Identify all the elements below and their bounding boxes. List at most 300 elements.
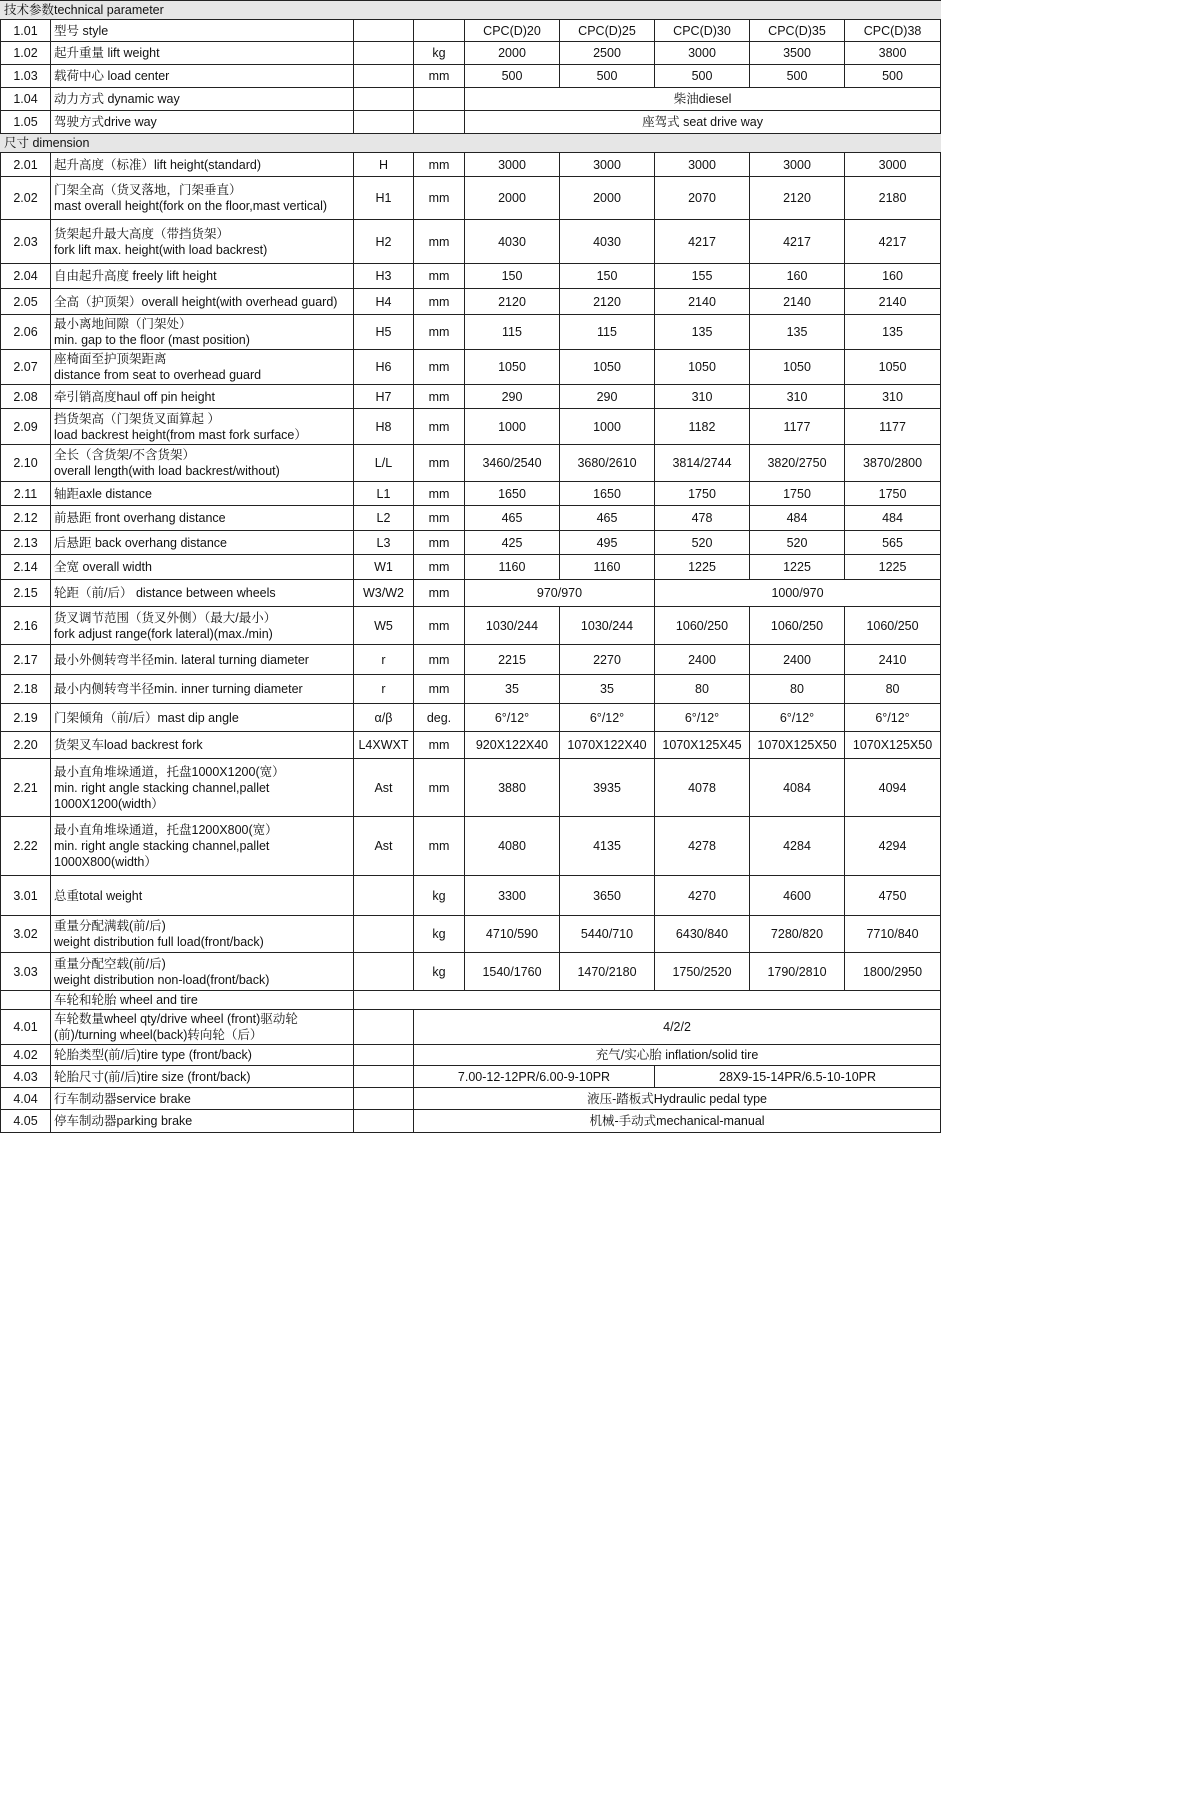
row-value: 6°/12°: [465, 704, 560, 732]
row-value: 290: [465, 385, 560, 409]
row-unit: mm: [414, 177, 465, 220]
row-value: 4270: [655, 876, 750, 916]
row-value: 1750: [655, 482, 750, 506]
row-symbol: H2: [354, 220, 414, 264]
row-number: 2.11: [1, 482, 51, 506]
table-row: [1, 42, 941, 65]
table-row: [1, 1066, 941, 1088]
row-value: 4217: [845, 220, 941, 264]
row-value: 80: [750, 675, 845, 704]
row-merged-value: 4/2/2: [414, 1010, 941, 1045]
row-value: 1000: [560, 409, 655, 445]
row-unit: deg.: [414, 704, 465, 732]
table-row: [1, 607, 941, 645]
row-unit: mm: [414, 482, 465, 506]
row-number: 2.17: [1, 645, 51, 675]
row-value: 1000: [465, 409, 560, 445]
row-symbol: [354, 876, 414, 916]
row-value: 2140: [750, 289, 845, 315]
row-value: 1225: [655, 555, 750, 580]
row-value: 6430/840: [655, 916, 750, 953]
section-header: [1, 134, 941, 153]
row-unit: mm: [414, 675, 465, 704]
row-split-value: 28X9-15-14PR/6.5-10-10PR: [655, 1066, 941, 1088]
table-row: [1, 991, 941, 1010]
row-symbol: [354, 1066, 414, 1088]
row-unit: mm: [414, 506, 465, 531]
row-value: 1070X125X50: [845, 732, 941, 759]
row-symbol: H7: [354, 385, 414, 409]
row-value: 465: [465, 506, 560, 531]
row-unit: [414, 20, 465, 42]
row-unit: mm: [414, 289, 465, 315]
row-unit: kg: [414, 42, 465, 65]
row-number: 2.07: [1, 350, 51, 385]
row-description: 全高（护顶架）overall height(with overhead guard): [51, 289, 354, 315]
row-description: 最小外侧转弯半径min. lateral turning diameter: [51, 645, 354, 675]
row-value: 1030/244: [465, 607, 560, 645]
row-description: 驾驶方式drive way: [51, 111, 354, 134]
row-value: 2000: [465, 42, 560, 65]
row-description: 停车制动器parking brake: [51, 1110, 354, 1133]
row-symbol: H5: [354, 315, 414, 350]
row-description: 起升重量 lift weight: [51, 42, 354, 65]
row-symbol: W5: [354, 607, 414, 645]
row-value: 500: [845, 65, 941, 88]
row-value: 150: [560, 264, 655, 289]
row-value: 3800: [845, 42, 941, 65]
row-value: 500: [465, 65, 560, 88]
table-row: [1, 177, 941, 220]
row-value: 2120: [465, 289, 560, 315]
row-value: 2500: [560, 42, 655, 65]
row-value: 565: [845, 531, 941, 555]
row-unit: mm: [414, 732, 465, 759]
row-merged-value: 座驾式 seat drive way: [465, 111, 941, 134]
row-value: 4078: [655, 759, 750, 817]
row-value: 5440/710: [560, 916, 655, 953]
row-number: 2.01: [1, 153, 51, 177]
row-value: 478: [655, 506, 750, 531]
row-value: 150: [465, 264, 560, 289]
row-symbol: Ast: [354, 759, 414, 817]
row-value: 6°/12°: [750, 704, 845, 732]
row-value: 310: [655, 385, 750, 409]
table-row: [1, 732, 941, 759]
row-description: 起升高度（标准）lift height(standard): [51, 153, 354, 177]
row-unit: mm: [414, 645, 465, 675]
table-row: [1, 65, 941, 88]
section-title: 尺寸 dimension: [1, 134, 941, 153]
row-value: 290: [560, 385, 655, 409]
table-row: [1, 1088, 941, 1110]
row-value: 3500: [750, 42, 845, 65]
row-symbol: L/L: [354, 445, 414, 482]
row-unit: kg: [414, 916, 465, 953]
row-number: 2.08: [1, 385, 51, 409]
row-description: 全宽 overall width: [51, 555, 354, 580]
row-number: 2.13: [1, 531, 51, 555]
row-value: 7710/840: [845, 916, 941, 953]
row-value: 35: [465, 675, 560, 704]
table-row: [1, 817, 941, 876]
table-row: [1, 675, 941, 704]
row-number: 4.01: [1, 1010, 51, 1045]
row-symbol: L2: [354, 506, 414, 531]
row-description: 轴距axle distance: [51, 482, 354, 506]
row-description: 最小内侧转弯半径min. inner turning diameter: [51, 675, 354, 704]
row-unit: mm: [414, 350, 465, 385]
row-symbol: Ast: [354, 817, 414, 876]
spec-table: [0, 0, 941, 1133]
row-number: 2.06: [1, 315, 51, 350]
row-value: CPC(D)20: [465, 20, 560, 42]
row-value: 4084: [750, 759, 845, 817]
row-unit: mm: [414, 315, 465, 350]
row-symbol: H8: [354, 409, 414, 445]
row-unit: mm: [414, 220, 465, 264]
row-number: 3.02: [1, 916, 51, 953]
row-number: 4.05: [1, 1110, 51, 1133]
table-row: [1, 1045, 941, 1066]
row-value: 1060/250: [845, 607, 941, 645]
row-value: 4094: [845, 759, 941, 817]
row-value: 1800/2950: [845, 953, 941, 991]
row-empty: [354, 991, 941, 1010]
row-value: 4600: [750, 876, 845, 916]
row-value: 1160: [560, 555, 655, 580]
row-number: 2.18: [1, 675, 51, 704]
row-value: 4278: [655, 817, 750, 876]
row-value: 4135: [560, 817, 655, 876]
row-symbol: [354, 1045, 414, 1066]
table-row: [1, 385, 941, 409]
row-symbol: L4XWXT: [354, 732, 414, 759]
row-value: 1050: [560, 350, 655, 385]
row-description: 重量分配满载(前/后) weight distribution full load(front/back): [51, 916, 354, 953]
row-value: 6°/12°: [655, 704, 750, 732]
table-row: [1, 531, 941, 555]
row-unit: [414, 111, 465, 134]
row-value: 80: [845, 675, 941, 704]
row-value: 4217: [750, 220, 845, 264]
row-value: 2270: [560, 645, 655, 675]
row-value: 1070X125X45: [655, 732, 750, 759]
table-row: [1, 704, 941, 732]
row-description: 最小直角堆垛通道，托盘1200X800(宽） min. right angle stacking channel,pallet 1000X800(width）: [51, 817, 354, 876]
row-value: 520: [750, 531, 845, 555]
row-unit: mm: [414, 385, 465, 409]
row-value: 2120: [750, 177, 845, 220]
row-value: 1750/2520: [655, 953, 750, 991]
row-split-value: 970/970: [465, 580, 655, 607]
row-value: 1182: [655, 409, 750, 445]
row-number: 2.19: [1, 704, 51, 732]
row-value: 1060/250: [655, 607, 750, 645]
row-description: 最小离地间隙（门架处） min. gap to the floor (mast position): [51, 315, 354, 350]
row-value: 465: [560, 506, 655, 531]
row-description: 动力方式 dynamic way: [51, 88, 354, 111]
row-description: 全长（含货架/不含货架） overall length(with load backrest/without): [51, 445, 354, 482]
row-number: 2.02: [1, 177, 51, 220]
row-value: 500: [750, 65, 845, 88]
row-number: 2.05: [1, 289, 51, 315]
row-number: 2.21: [1, 759, 51, 817]
table-row: [1, 645, 941, 675]
table-row: [1, 555, 941, 580]
row-value: 2400: [655, 645, 750, 675]
row-value: CPC(D)38: [845, 20, 941, 42]
row-value: 1070X125X50: [750, 732, 845, 759]
row-description: 轮距（前/后） distance between wheels: [51, 580, 354, 607]
row-unit: mm: [414, 531, 465, 555]
row-description: 车轮数量wheel qty/drive wheel (front)驱动轮 (前)/turning wheel(back)转向轮（后）: [51, 1010, 354, 1045]
row-description: 货架起升最大高度（带挡货架） fork lift max. height(with load backrest): [51, 220, 354, 264]
row-value: 2120: [560, 289, 655, 315]
row-description: 车轮和轮胎 wheel and tire: [51, 991, 354, 1010]
row-value: 1050: [655, 350, 750, 385]
row-value: 4294: [845, 817, 941, 876]
row-number: 1.03: [1, 65, 51, 88]
row-value: 2000: [560, 177, 655, 220]
row-value: 2410: [845, 645, 941, 675]
row-value: 1650: [465, 482, 560, 506]
row-value: 1470/2180: [560, 953, 655, 991]
row-value: 160: [750, 264, 845, 289]
row-symbol: H4: [354, 289, 414, 315]
row-value: CPC(D)30: [655, 20, 750, 42]
table-row: [1, 111, 941, 134]
row-value: 3000: [465, 153, 560, 177]
row-merged-value: 机械-手动式mechanical-manual: [414, 1110, 941, 1133]
row-symbol: H: [354, 153, 414, 177]
row-number: 2.14: [1, 555, 51, 580]
row-value: 4710/590: [465, 916, 560, 953]
row-number: 2.20: [1, 732, 51, 759]
row-merged-value: 充气/实心胎 inflation/solid tire: [414, 1045, 941, 1066]
table-row: [1, 580, 941, 607]
row-value: 500: [560, 65, 655, 88]
row-merged-value: 柴油diesel: [465, 88, 941, 111]
table-row: [1, 759, 941, 817]
row-number: 2.16: [1, 607, 51, 645]
row-value: 495: [560, 531, 655, 555]
row-value: 7280/820: [750, 916, 845, 953]
table-row: [1, 315, 941, 350]
row-value: 1790/2810: [750, 953, 845, 991]
row-value: CPC(D)35: [750, 20, 845, 42]
row-value: 1177: [845, 409, 941, 445]
table-row: [1, 153, 941, 177]
row-number: 4.04: [1, 1088, 51, 1110]
row-value: 4080: [465, 817, 560, 876]
row-description: 最小直角堆垛通道，托盘1000X1200(宽） min. right angle stacking channel,pallet 1000X1200(width）: [51, 759, 354, 817]
row-symbol: [354, 65, 414, 88]
row-value: 3870/2800: [845, 445, 941, 482]
row-description: 牵引销高度haul off pin height: [51, 385, 354, 409]
row-unit: mm: [414, 759, 465, 817]
row-symbol: L3: [354, 531, 414, 555]
table-row: [1, 953, 941, 991]
row-number: 2.10: [1, 445, 51, 482]
row-value: 500: [655, 65, 750, 88]
row-value: 920X122X40: [465, 732, 560, 759]
table-row: [1, 289, 941, 315]
row-value: 1030/244: [560, 607, 655, 645]
table-row: [1, 20, 941, 42]
row-value: 1750: [750, 482, 845, 506]
row-number: 1.04: [1, 88, 51, 111]
row-symbol: H3: [354, 264, 414, 289]
row-value: 115: [560, 315, 655, 350]
row-unit: mm: [414, 153, 465, 177]
row-value: 35: [560, 675, 655, 704]
table-row: [1, 264, 941, 289]
row-value: 425: [465, 531, 560, 555]
row-value: 6°/12°: [560, 704, 655, 732]
table-row: [1, 88, 941, 111]
table-row: [1, 916, 941, 953]
row-value: 520: [655, 531, 750, 555]
row-number: 2.04: [1, 264, 51, 289]
row-unit: mm: [414, 555, 465, 580]
row-value: 3000: [655, 42, 750, 65]
table-row: [1, 445, 941, 482]
row-value: 1225: [750, 555, 845, 580]
row-description: 重量分配空载(前/后) weight distribution non-load(front/back): [51, 953, 354, 991]
row-value: 1177: [750, 409, 845, 445]
row-unit: mm: [414, 264, 465, 289]
row-value: 2215: [465, 645, 560, 675]
row-description: 门架全高（货叉落地，门架垂直） mast overall height(fork on the floor,mast vertical): [51, 177, 354, 220]
row-description: 前悬距 front overhang distance: [51, 506, 354, 531]
table-row: [1, 220, 941, 264]
table-row: [1, 1010, 941, 1045]
row-value: 160: [845, 264, 941, 289]
row-value: 1225: [845, 555, 941, 580]
row-unit: [414, 88, 465, 111]
row-value: 135: [845, 315, 941, 350]
row-value: 3680/2610: [560, 445, 655, 482]
row-symbol: [354, 1010, 414, 1045]
row-unit: mm: [414, 65, 465, 88]
table-row: [1, 409, 941, 445]
row-symbol: H6: [354, 350, 414, 385]
row-symbol: [354, 1110, 414, 1133]
row-value: 2400: [750, 645, 845, 675]
row-description: 轮胎尺寸(前/后)tire size (front/back): [51, 1066, 354, 1088]
row-description: 货叉调节范围（货叉外侧）（最大/最小） fork adjust range(fork lateral)(max./min): [51, 607, 354, 645]
row-value: CPC(D)25: [560, 20, 655, 42]
table-row: [1, 1110, 941, 1133]
row-value: 484: [750, 506, 845, 531]
row-symbol: H1: [354, 177, 414, 220]
row-number: 1.01: [1, 20, 51, 42]
row-description: 载荷中心 load center: [51, 65, 354, 88]
row-value: 3880: [465, 759, 560, 817]
row-value: 135: [655, 315, 750, 350]
row-split-value: 1000/970: [655, 580, 941, 607]
row-description: 货架叉车load backrest fork: [51, 732, 354, 759]
row-symbol: α/β: [354, 704, 414, 732]
row-value: 2000: [465, 177, 560, 220]
row-unit: mm: [414, 817, 465, 876]
row-number: 2.15: [1, 580, 51, 607]
table-row: [1, 482, 941, 506]
row-value: 3000: [560, 153, 655, 177]
row-value: 3000: [845, 153, 941, 177]
row-number: 1.02: [1, 42, 51, 65]
row-value: 3460/2540: [465, 445, 560, 482]
row-value: 3000: [750, 153, 845, 177]
row-value: 484: [845, 506, 941, 531]
table-row: [1, 350, 941, 385]
row-value: 2140: [655, 289, 750, 315]
row-unit: mm: [414, 409, 465, 445]
row-value: 1160: [465, 555, 560, 580]
row-symbol: [354, 42, 414, 65]
row-description: 轮胎类型(前/后)tire type (front/back): [51, 1045, 354, 1066]
row-value: 2180: [845, 177, 941, 220]
row-number: 2.03: [1, 220, 51, 264]
row-value: 310: [750, 385, 845, 409]
row-number: [1, 991, 51, 1010]
row-number: 3.03: [1, 953, 51, 991]
spec-table-body: [1, 1, 941, 1133]
row-split-value: 7.00-12-12PR/6.00-9-10PR: [414, 1066, 655, 1088]
row-value: 4217: [655, 220, 750, 264]
row-value: 1750: [845, 482, 941, 506]
row-value: 4030: [560, 220, 655, 264]
row-symbol: [354, 916, 414, 953]
row-unit: mm: [414, 607, 465, 645]
row-value: 6°/12°: [845, 704, 941, 732]
row-description: 挡货架高（门架货叉面算起 ） load backrest height(from mast fork surface）: [51, 409, 354, 445]
row-symbol: W1: [354, 555, 414, 580]
row-description: 后悬距 back overhang distance: [51, 531, 354, 555]
row-value: 2140: [845, 289, 941, 315]
row-description: 自由起升高度 freely lift height: [51, 264, 354, 289]
row-unit: kg: [414, 953, 465, 991]
row-merged-value: 液压-踏板式Hydraulic pedal type: [414, 1088, 941, 1110]
row-symbol: [354, 1088, 414, 1110]
row-value: 1050: [465, 350, 560, 385]
row-value: 3000: [655, 153, 750, 177]
row-value: 3300: [465, 876, 560, 916]
row-number: 3.01: [1, 876, 51, 916]
row-value: 3935: [560, 759, 655, 817]
row-description: 行车制动器service brake: [51, 1088, 354, 1110]
row-symbol: r: [354, 675, 414, 704]
section-header: [1, 1, 941, 20]
row-value: 80: [655, 675, 750, 704]
row-description: 座椅面至护顶架距离 distance from seat to overhead guard: [51, 350, 354, 385]
row-symbol: [354, 20, 414, 42]
table-row: [1, 876, 941, 916]
row-symbol: r: [354, 645, 414, 675]
row-number: 1.05: [1, 111, 51, 134]
row-symbol: L1: [354, 482, 414, 506]
row-number: 4.03: [1, 1066, 51, 1088]
row-symbol: [354, 953, 414, 991]
row-value: 1070X122X40: [560, 732, 655, 759]
row-value: 310: [845, 385, 941, 409]
row-number: 2.09: [1, 409, 51, 445]
row-number: 4.02: [1, 1045, 51, 1066]
row-value: 135: [750, 315, 845, 350]
row-value: 1650: [560, 482, 655, 506]
row-value: 1050: [845, 350, 941, 385]
